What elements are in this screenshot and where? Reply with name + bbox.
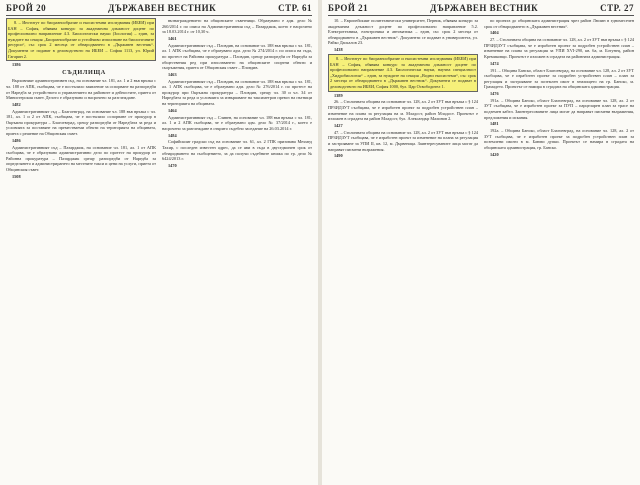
left-issue: БРОЙ 20 xyxy=(6,3,47,13)
notice-code: 1461 xyxy=(168,35,177,41)
notice-paragraph: 8. – Институт по биоразнообразие и екосистемни изследвания (ИБЕИ) при БАН – София, обявява конкурс за академична длъжност доцент по професионално направление 4.3. Биологически науки (Зоология) – един, за нуждите на секция „Биоразнообразие и устойчиво използване на биологичните ресурси“, със срок 2 месеца от обнародването в „Държавен вестник“. Документи се подават в деловодството на ИБЕИ – София 1113, ул. Юрий Гагарин 2. xyxy=(6,18,156,61)
notice-paragraph: Административният съд – Пазарджик, на основание чл. 181, ал. 1 от АПК съобщава, че е образувано административно дело по протест на прокурор от Районна прокуратура – Пазарджик срещу разпоредби от Наредба за определянето и администрирането на местните такси и цени на услуги, приета от Общинския съвет. xyxy=(6,144,156,172)
notice-paragraph: 26. – Столичната община на основание чл. 128, ал. 2 от ЗУТ във връзка с § 124 ПРЗИДЗУТ съобщава, че е изработен проект за подробен устройствен план – изменение на плана за регулация на м. Младост, район Младост. Проектът е изложен в сградата на район Младост, бул. Александър Малинов 2. xyxy=(328,99,478,122)
notice-code: 1438 xyxy=(334,47,343,53)
notice-paragraph: 8. – Институт по биоразнообразие и екосистемни изследвания (ИБЕИ) при БАН – София, обявява конкурс за академична длъжност доцент по професионално направление 4.3. Биологически науки, научна специалност „Хидробиология“ – един, за нуждите на секция „Водни екосистеми“, със срок 2 месеца от обнародването в „Държавен вестник“. Документи се подават в деловодството на ИБЕИ, София 1000, бул. Цар Освободител 1. xyxy=(328,54,478,92)
notice-code: 1484 xyxy=(168,132,177,138)
notice-paragraph: 10. – Европейският политехнически университет, Перник, обявява конкурс за академична длъжност доцент по професионално направление 5.2. Електротехника, електроника и автоматика – един, със срок 2 месеца от обнародването в „Държавен вестник“. Документи се подават в университета, ул. Райко Даскалов 23. xyxy=(328,18,478,46)
left-page xyxy=(0,0,318,485)
notice-paragraph: възнаграждението на общинските съветници. Образувано е адм. дело № 260/2014 г. по описа на Административния съд – Пазарджик, което е насрочено за 18.03.2014 г. от 10,30 ч. xyxy=(162,18,312,35)
right-page xyxy=(322,0,640,485)
left-column-2 xyxy=(162,18,312,483)
notice-paragraph: 191. – Община Банско, област Благоевград, на основание чл. 128, ал. 2 от ЗУТ съобщава, че е изработен проект за подробен устройствен план – план за регулация и застрояване за поземлен имот в землището на гр. Банско, м. Грамадето. Проектът се намира в сградата на общинската администрация. xyxy=(484,67,634,90)
right-issue: БРОЙ 21 xyxy=(328,3,369,13)
right-page-number: СТР. 27 xyxy=(600,3,634,13)
notice-code: 1482 xyxy=(12,101,21,107)
notice-paragraph: Върховният административен съд, на основание чл. 181, ал. 1 и 2 във връзка с чл. 188 от АПК, съобщава, че е постъпило заявление за оспорване на разпоредби от Наредба за устройството и управлението на районите и дейностите, приета от Министерския съвет. Делото е образувано и насрочено за разглеждане. xyxy=(6,78,156,101)
notice-code: 1404 xyxy=(490,30,499,36)
right-header xyxy=(328,3,634,16)
notice-code: 1486 xyxy=(12,137,21,143)
notice-code: 1389 xyxy=(334,92,343,98)
notice-paragraph: по проекта до общинската администрация чрез район Люлин в едномесечен срок от обнародването в „Държавен вестник“. xyxy=(484,18,634,29)
notice-code: 1508 xyxy=(12,173,21,179)
notice-code: 1420 xyxy=(490,151,499,157)
notice-paragraph: Административният съд – Пловдив, на основание чл. 188 във връзка с чл. 181, ал. 1 АПК съобщава, че е образувано адм. дело № 276/2014 г. по протест на прокурор при Окръжна прокуратура – Пловдив, срещу чл. 30 и чл. 34 от Наредбата за реда и условията за извършване на таксиметров превоз на пътници на територията на общината. xyxy=(162,78,312,107)
notice-code: 1476 xyxy=(490,91,499,97)
notice-code: 1481 xyxy=(490,121,499,127)
left-column-1 xyxy=(6,18,156,483)
notice-paragraph: Административният съд – Сливен, на основание чл. 188 във връзка с чл. 181, ал. 1 и 2 АПК съобщава, че е образувано адм. дело № 37/2014 г., което е насрочено за разглеждане в открито съдебно заседание на 26.03.2014 г. xyxy=(162,114,312,131)
left-header xyxy=(6,3,312,16)
notice-paragraph: 191a. – Община Банско, област Благоевград, на основание чл. 128, ал. 2 от ЗУТ съобщава, че е изработен проект за ПУП – парцеларен план за трасе на подземен кабел. Заинтересованите лица могат да направят писмени възражения, предложения и искания. xyxy=(484,97,634,120)
notice-paragraph: Софийският градски съд на основание чл. 61, ал. 2 ГПК призовава Мехмед Тахир, с последен известен адрес, да се яви в съда в двуседмичен срок от обнародването на съобщението, за да получи съдебните книжа по гр. дело № 6424/2013 г. xyxy=(162,139,312,162)
notice-code: 1470 xyxy=(168,162,177,168)
notice-paragraph: 192a. – Община Банско, област Благоевград, на основание чл. 128, ал. 2 от ЗУТ съобщава, че е изработен проект за подробен устройствен план за поземлени имоти в м. Баюви дупки. Проектът се намира в сградата на общинската администрация, гр. Банско. xyxy=(484,128,634,150)
section-title: СЪДИЛИЩА xyxy=(62,69,106,77)
left-title: ДЪРЖАВЕН ВЕСТНИК xyxy=(108,3,217,13)
notice-paragraph: 47. – Столичната община на основание чл. 128, ал. 2 от ЗУТ във връзка с § 124 ПРЗИДЗУТ съобщава, че е изработен проект за изменение на плана за регулация и застрояване за УПИ II, кв. 12, м. Дървеница. Заинтересуваните лица могат да направят писмени възражения. xyxy=(328,129,478,152)
notice-code: 1386 xyxy=(12,62,21,68)
right-title: ДЪРЖАВЕН ВЕСТНИК xyxy=(430,3,539,13)
right-column-2 xyxy=(484,18,634,483)
notice-code: 1474 xyxy=(490,60,499,66)
notice-code: 1463 xyxy=(168,71,177,77)
notice-paragraph: Административният съд – Благоевград, на основание чл. 188 във връзка с чл. 181, ал. 1 и 2 от АПК, съобщава, че е постъпило оспорване от прокурор в Окръжна прокуратура – Благоевград, срещу разпоредби от Наредбата за реда и условията за поставяне на преместваеми обекти на територията на общината, приета с решение на Общинския съвет. xyxy=(6,108,156,137)
left-page-number: СТР. 61 xyxy=(278,3,312,13)
right-column-1 xyxy=(328,18,478,483)
notice-code: 1490 xyxy=(334,153,343,159)
notice-paragraph: Административният съд – Пловдив, на основание чл. 188 във връзка с чл. 181, ал. 1 АПК съобщава, че е образувано адм. дело № 274/2014 г. по описа на съда, по протест на Районна прокуратура – Пловдив, срещу разпоредби от Наредба за обществения ред при използването на общинските спортни обекти и съоръжения, приета от Общинския съвет – Пловдив. xyxy=(162,42,312,71)
notice-code: 1427 xyxy=(334,123,343,129)
notice-paragraph: 27. – Столичната община на основание чл. 128, ал. 2 от ЗУТ във връзка с § 124 ПРЗИДЗУТ съобщава, че е изработен проект за подробен устройствен план – изменение на плана за регулация за УПИ ХVI-290, кв. 6а, м. Ботунец, район Кремиковци. Проектът е изложен в сградата на районната администрация. xyxy=(484,37,634,59)
notice-code: 1464 xyxy=(168,107,177,113)
